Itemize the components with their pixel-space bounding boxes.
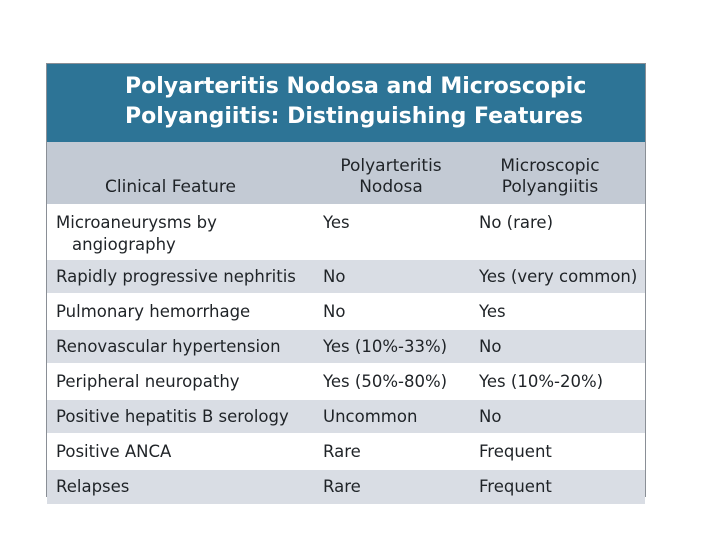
header-polyarteritis-nodosa (313, 142, 469, 205)
cell-mpa: Frequent (469, 469, 645, 504)
cell-feature: Positive hepatitis B serology (47, 399, 313, 434)
header-clinical-feature (47, 142, 313, 205)
cell-pan: Rare (313, 434, 469, 469)
table-row (47, 364, 645, 399)
cell-pan: No (313, 259, 469, 294)
feature-comparison-table-card (46, 63, 646, 497)
table-row (47, 259, 645, 294)
header-mpa-line-2: Polyangiitis (501, 177, 599, 197)
cell-pan: Yes (10%-33%) (313, 329, 469, 364)
cell-pan: Yes (50%-80%) (313, 364, 469, 399)
table-row (47, 294, 645, 329)
cell-feature: Relapses (47, 469, 313, 504)
cell-pan: Rare (313, 469, 469, 504)
header-microscopic-polyangiitis (469, 142, 645, 205)
header-pan-line-2: Nodosa (359, 177, 423, 197)
comparison-table (47, 142, 645, 504)
cell-feature: Positive ANCA (47, 434, 313, 469)
cell-feature: Peripheral neuropathy (47, 364, 313, 399)
cell-pan: No (313, 294, 469, 329)
table-row (47, 329, 645, 364)
table-header-row (47, 142, 645, 205)
cell-feature (47, 205, 313, 259)
cell-mpa: No (469, 399, 645, 434)
table-row (47, 399, 645, 434)
table-row (47, 434, 645, 469)
cell-mpa: Yes (very common) (469, 259, 645, 294)
cell-feature: Pulmonary hemorrhage (47, 294, 313, 329)
table-title-bar (47, 64, 645, 142)
cell-mpa: Yes (469, 294, 645, 329)
table-row (47, 469, 645, 504)
header-mpa-line-1: Microscopic (500, 156, 600, 176)
table-title-line-2: Polyangiitis: Distinguishing Features (125, 104, 583, 129)
table-title-line-1: Polyarteritis Nodosa and Microscopic (125, 74, 587, 99)
cell-mpa: Yes (10%-20%) (469, 364, 645, 399)
cell-feature-text-cont: angiography (72, 235, 176, 254)
cell-pan: Yes (313, 205, 469, 259)
header-pan-line-1: Polyarteritis (340, 156, 442, 176)
cell-mpa: Frequent (469, 434, 645, 469)
cell-mpa: No (469, 329, 645, 364)
cell-mpa: No (rare) (469, 205, 645, 259)
table-row (47, 205, 645, 259)
header-clinical-feature-label: Clinical Feature (105, 177, 236, 197)
cell-feature: Rapidly progressive nephritis (47, 259, 313, 294)
cell-feature-text: Microaneurysms by (56, 213, 217, 232)
cell-feature: Renovascular hypertension (47, 329, 313, 364)
cell-pan: Uncommon (313, 399, 469, 434)
